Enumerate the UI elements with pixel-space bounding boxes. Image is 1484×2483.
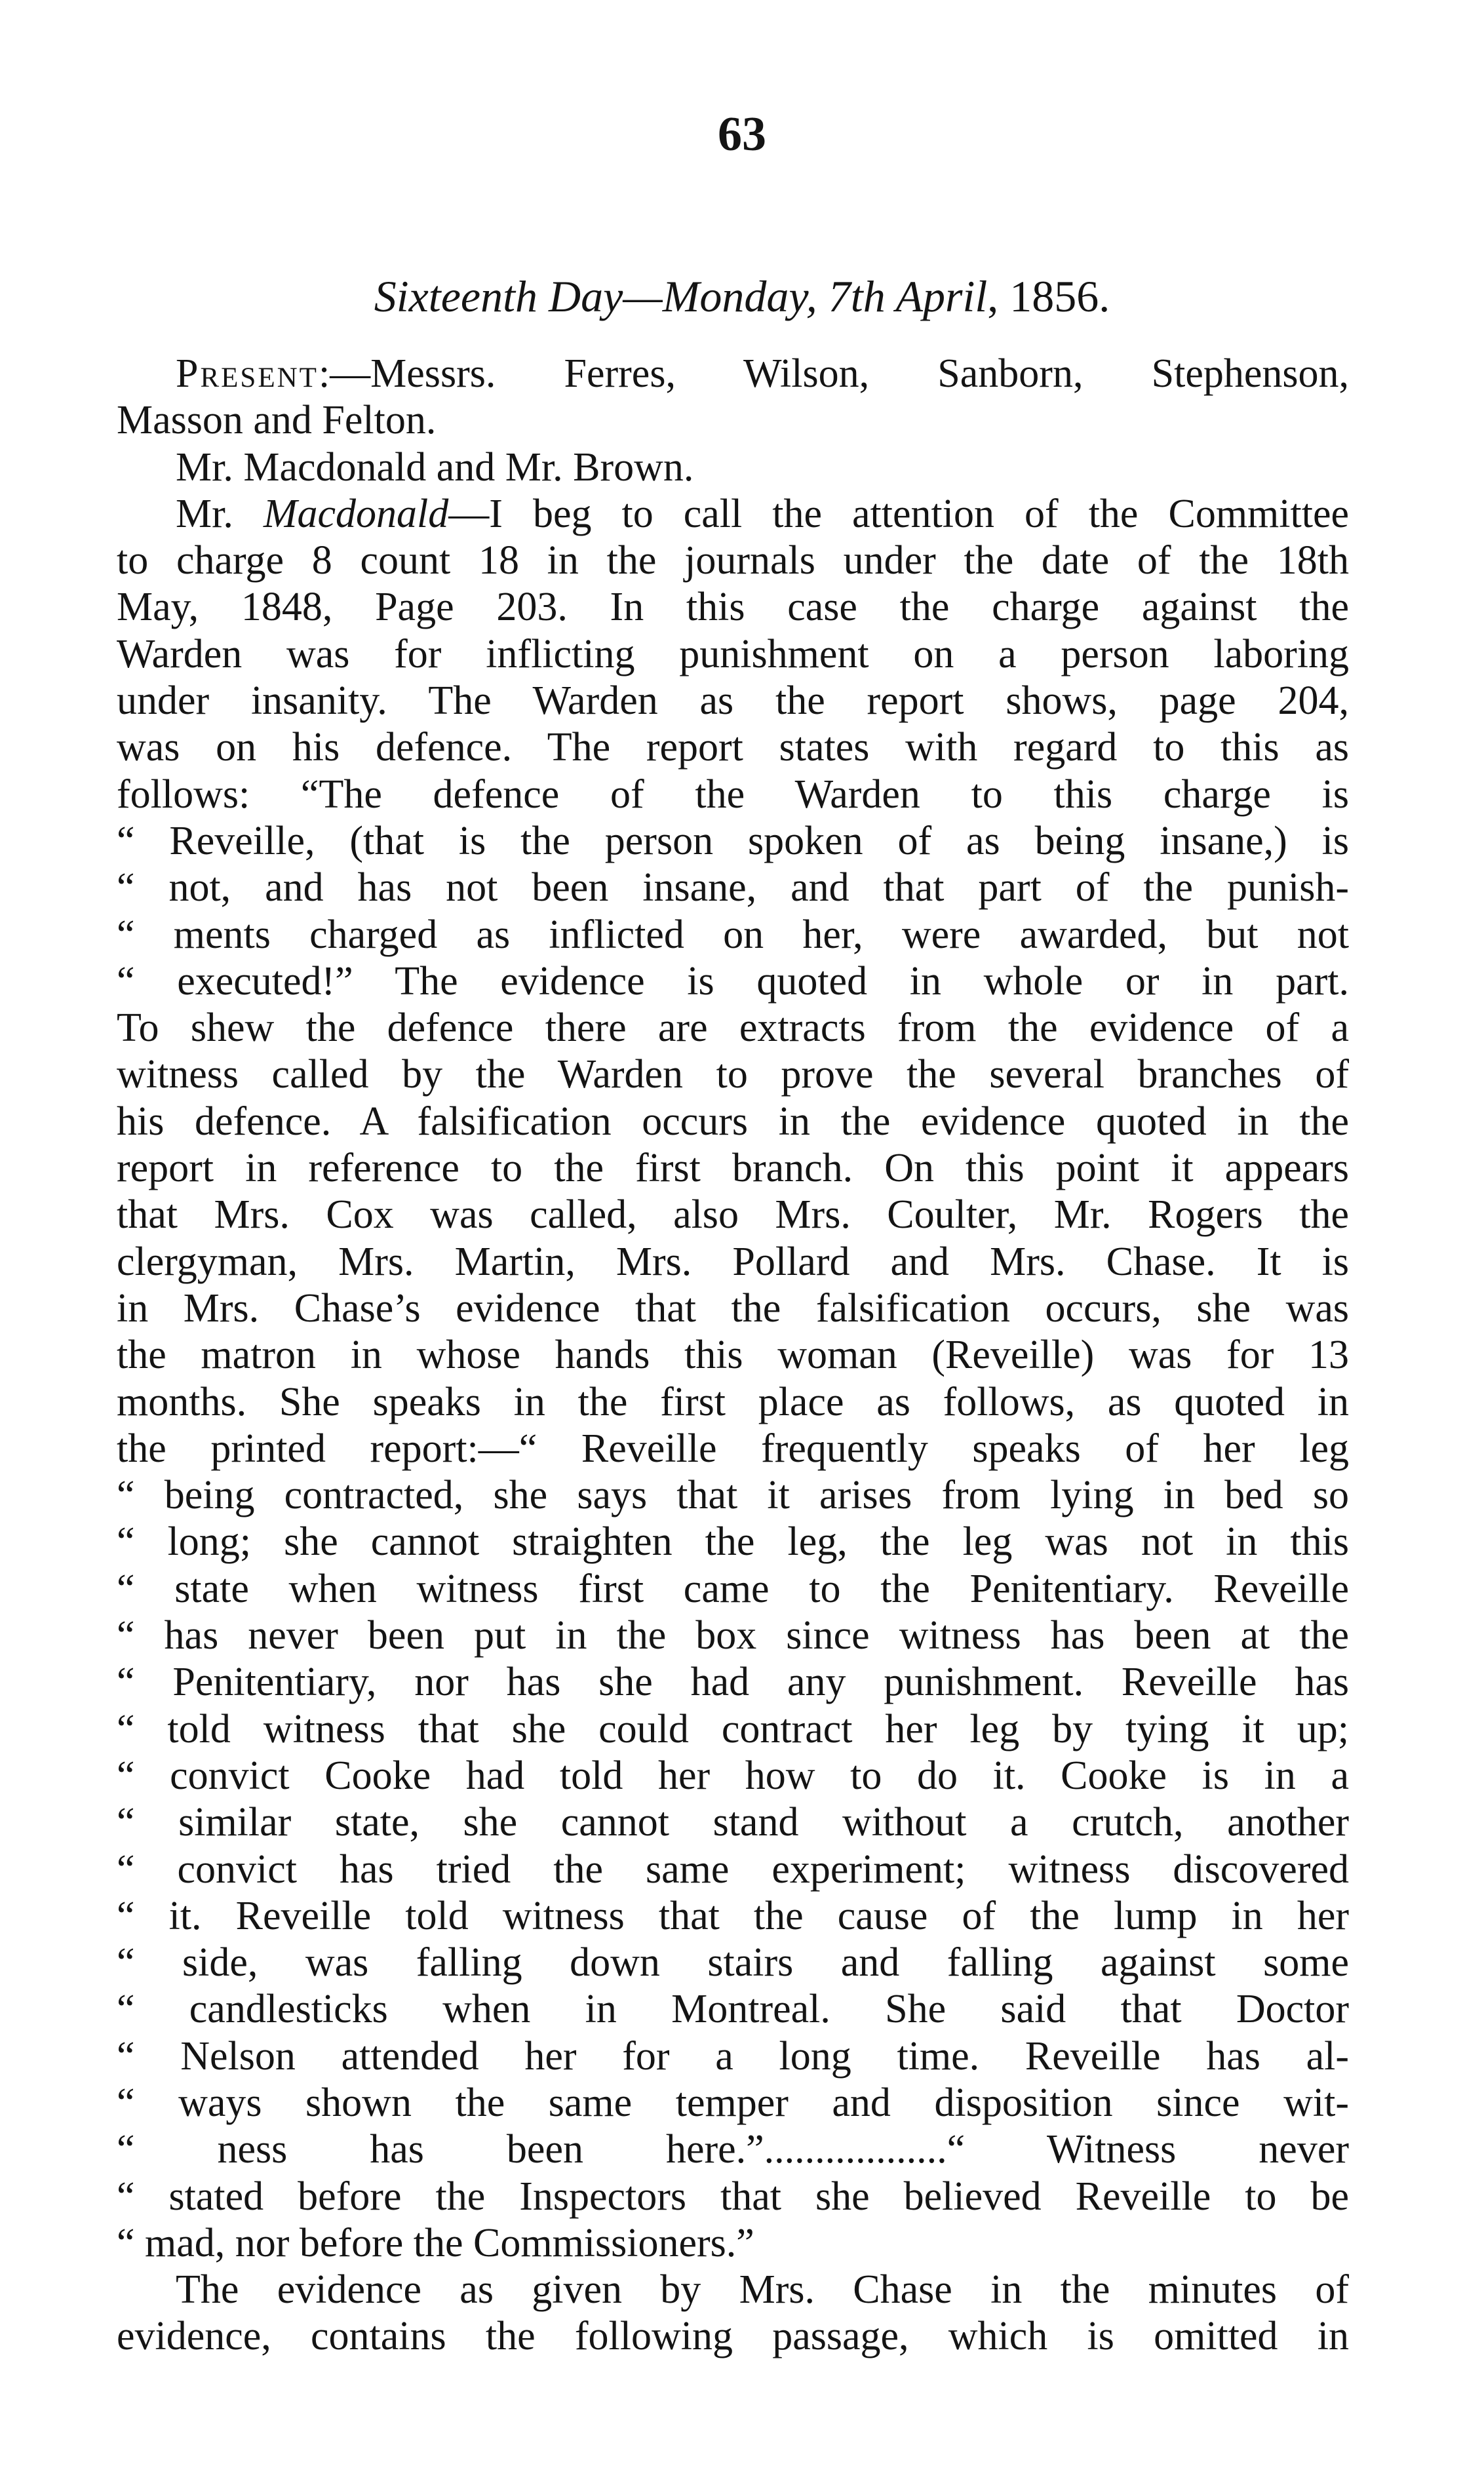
text-run: :—Messrs. Ferres, Wilson, Sanborn, Stephenson, — [318, 351, 1349, 396]
text-run: Warden was for inflicting punishment on a person laboring — [117, 631, 1349, 676]
text-line — [117, 1051, 1349, 1098]
text-line — [117, 1893, 1349, 1940]
text-line — [117, 491, 1349, 538]
text-line — [117, 2126, 1349, 2173]
text-run: “ side, was falling down stairs and falling against some — [117, 1940, 1349, 1985]
text-line — [117, 772, 1349, 818]
text-line — [117, 1285, 1349, 1332]
heading-year: , 1856. — [987, 271, 1110, 321]
text-run: “ mad, nor before the Commissioners.” — [117, 2220, 754, 2265]
text-run: “ convict has tried the same experiment; witness discovered — [117, 1847, 1349, 1892]
text-run: “ stated before the Inspectors that she believed Reveille to be — [117, 2174, 1349, 2219]
text-run: to charge 8 count 18 in the journals under the date of the 18th — [117, 538, 1349, 583]
text-line — [117, 1799, 1349, 1846]
text-line — [117, 631, 1349, 678]
text-run: evidence, contains the following passage, which is omitted in — [117, 2314, 1349, 2359]
text-run: “ long; she cannot straighten the leg, the leg was not in this — [117, 1519, 1349, 1565]
text-line — [117, 1753, 1349, 1799]
text-run: The evidence as given by Mrs. Chase in the minutes of — [176, 2267, 1349, 2313]
text-run: “ candlesticks when in Montreal. She said that Doctor — [117, 1987, 1349, 2032]
text-run: To shew the defence there are extracts from the evidence of a — [117, 1006, 1349, 1051]
text-run: “ has never been put in the box since witness has been at the — [117, 1613, 1349, 1658]
text-run: “ ways shown the same temper and disposition since wit- — [117, 2080, 1349, 2125]
text-line — [117, 1706, 1349, 1753]
text-line — [117, 351, 1349, 397]
text-run: “ ness has been here.”..................“ Witness never — [117, 2127, 1349, 2172]
text-run: “ ments charged as inflicted on her, were awarded, but not — [117, 912, 1349, 957]
text-run: the printed report:—“ Reveille frequently speaks of her leg — [117, 1426, 1349, 1471]
text-line — [117, 1940, 1349, 1986]
text-line — [117, 2220, 1349, 2267]
text-run: “ told witness that she could contract her leg by tying it up; — [117, 1706, 1349, 1751]
text-run: “ being contracted, she says that it arises from lying in bed so — [117, 1473, 1349, 1518]
text-run: Masson and Felton. — [117, 398, 437, 443]
text-line — [117, 1847, 1349, 1893]
text-line — [117, 724, 1349, 771]
text-line — [117, 1145, 1349, 1192]
text-run: witness called by the Warden to prove the several branches of — [117, 1052, 1349, 1097]
text-run: “ not, and has not been insane, and that part of the punish- — [117, 865, 1349, 910]
text-line — [117, 538, 1349, 584]
text-line — [117, 1519, 1349, 1565]
text-line — [117, 584, 1349, 631]
text-line — [117, 1099, 1349, 1145]
text-line — [117, 865, 1349, 911]
text-run: —I beg to call the attention of the Committee — [448, 491, 1349, 536]
text-line — [117, 1379, 1349, 1426]
text-line — [117, 1472, 1349, 1519]
day-heading — [0, 271, 1484, 321]
text-line — [117, 2174, 1349, 2220]
body-text — [117, 351, 1349, 2360]
text-run: months. She speaks in the first place as follows, as quoted in — [117, 1379, 1349, 1424]
text-run: “ Nelson attended her for a long time. Reveille has al- — [117, 2033, 1349, 2079]
text-line — [117, 2033, 1349, 2080]
text-line — [117, 1613, 1349, 1659]
text-line — [117, 444, 1349, 491]
text-run: “ executed!” The evidence is quoted in whole or in part. — [117, 958, 1349, 1004]
text-line — [117, 2267, 1349, 2313]
text-run: his defence. A falsification occurs in the evidence quoted in the — [117, 1099, 1349, 1144]
text-line — [117, 1005, 1349, 1051]
page-number: 63 — [718, 108, 766, 161]
text-run: was on his defence. The report states with regard to this as — [117, 725, 1349, 770]
text-run: clergyman, Mrs. Martin, Mrs. Pollard and Mrs. Chase. It is — [117, 1239, 1349, 1284]
heading-date: 7th April — [828, 271, 988, 321]
text-line — [117, 2080, 1349, 2126]
text-line — [117, 678, 1349, 724]
text-run: “ convict Cooke had told her how to do it. Cooke is in a — [117, 1753, 1349, 1798]
text-run: “ it. Reveille told witness that the cause of the lump in her — [117, 1893, 1349, 1938]
text-run: “ state when witness first came to the Penitentiary. Reveille — [117, 1566, 1349, 1611]
text-line — [117, 2313, 1349, 2360]
text-line — [117, 958, 1349, 1005]
text-line — [117, 397, 1349, 444]
text-run: “ similar state, she cannot stand without a crutch, another — [117, 1800, 1349, 1845]
text-run: under insanity. The Warden as the report shows, page 204, — [117, 678, 1349, 724]
text-run: Mr. Macdonald and Mr. Brown. — [176, 444, 694, 490]
text-run: follows: “The defence of the Warden to this charge is — [117, 772, 1349, 817]
heading-prefix: Sixteenth Day—Monday, — [374, 271, 829, 321]
text-run: “ Reveille, (that is the person spoken of as being insane,) is — [117, 818, 1349, 863]
text-line — [117, 912, 1349, 958]
text-run: the matron in whose hands this woman (Reveille) was for 13 — [117, 1333, 1349, 1378]
text-run: Mr. — [176, 491, 264, 536]
text-line — [117, 818, 1349, 865]
text-line — [117, 1332, 1349, 1378]
text-run: “ Penitentiary, nor has she had any punishment. Reveille has — [117, 1660, 1349, 1705]
text-line — [117, 1239, 1349, 1285]
text-run: Macdonald — [263, 491, 449, 536]
text-line — [117, 1659, 1349, 1706]
text-line — [117, 1566, 1349, 1613]
text-run: that Mrs. Cox was called, also Mrs. Coulter, Mr. Rogers the — [117, 1192, 1349, 1238]
text-line — [117, 1192, 1349, 1238]
text-line — [117, 1426, 1349, 1472]
text-line — [117, 1986, 1349, 2033]
text-run: May, 1848, Page 203. In this case the charge against the — [117, 585, 1349, 630]
text-run: in Mrs. Chase’s evidence that the falsification occurs, she was — [117, 1285, 1349, 1331]
text-run: Present — [176, 351, 319, 396]
text-run: report in reference to the first branch. On this point it appears — [117, 1146, 1349, 1191]
